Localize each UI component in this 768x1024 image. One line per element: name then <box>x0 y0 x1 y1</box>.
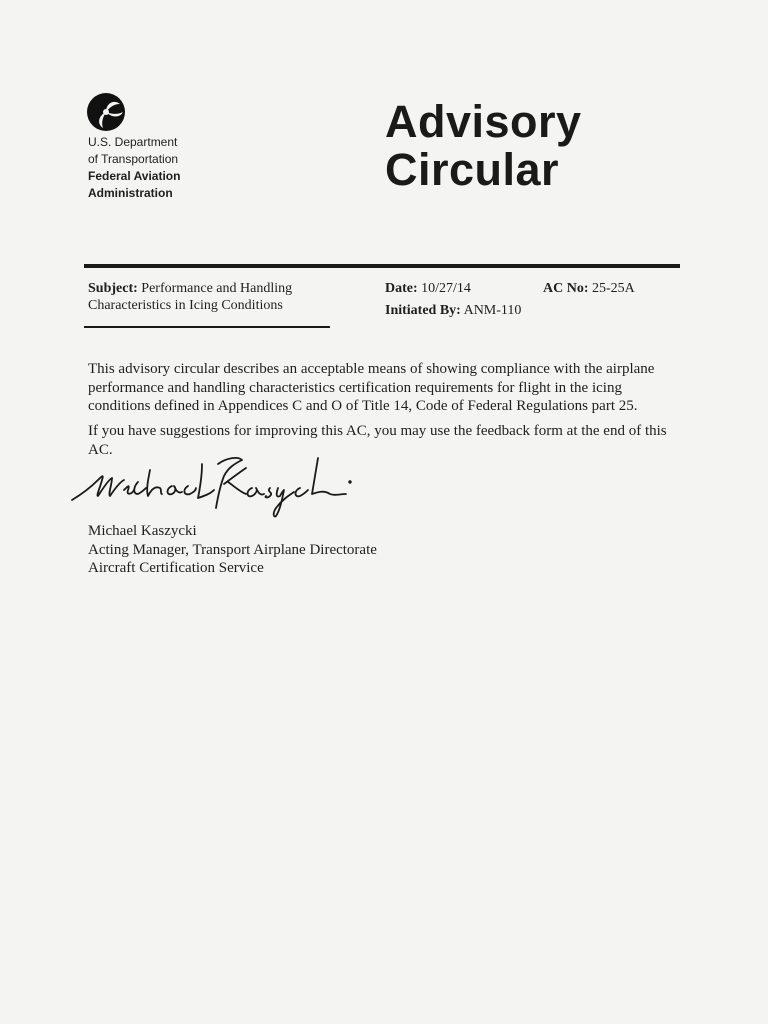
ac-number-value: 25-25A <box>592 281 635 296</box>
signer-name: Michael Kaszycki <box>88 523 197 539</box>
agency-line-1: U.S. Department <box>88 135 178 149</box>
agency-line-4: Administration <box>88 186 173 200</box>
subject-line-1: Performance and Handling <box>141 281 293 296</box>
agency-block <box>88 134 180 202</box>
subject-label: Subject: <box>88 281 138 296</box>
document-title-line-1: Advisory <box>385 96 582 147</box>
initiated-by-value: ANM-110 <box>463 303 522 318</box>
ac-number-label: AC No: <box>543 281 589 296</box>
agency-line-2: of Transportation <box>88 152 179 166</box>
date-label: Date: <box>385 281 418 296</box>
date-value: 10/27/14 <box>421 281 471 296</box>
dot-triskelion-logo-icon <box>86 92 126 132</box>
ac-number-field <box>543 280 635 297</box>
signer-block <box>88 522 377 578</box>
document-title <box>385 98 582 194</box>
document-title-line-2: Circular <box>385 144 560 195</box>
subject-line-2: Characteristics in Icing Conditions <box>88 298 283 313</box>
header-rule <box>84 264 680 268</box>
subject-block <box>88 280 328 314</box>
handwritten-signature <box>68 450 358 520</box>
date-field <box>385 280 471 297</box>
initiated-by-label: Initiated By: <box>385 303 461 318</box>
signer-title-line-2: Aircraft Certification Service <box>88 560 264 576</box>
body-paragraph-1: This advisory circular describes an acceptable means of showing compliance with the airplane performance and handling characteristics certification requirements for flight in the icing conditions defined in Appendices C and O of Title 14, Code of Federal Regulations part 25. <box>88 361 655 414</box>
signer-title-line-1: Acting Manager, Transport Airplane Directorate <box>88 541 377 558</box>
initiated-by-field <box>385 302 521 319</box>
subject-underline <box>84 326 330 328</box>
agency-line-3: Federal Aviation <box>88 169 181 183</box>
body-paragraph-2: If you have suggestions for improving this AC, you may use the feedback form at the end of this AC. <box>88 423 667 458</box>
